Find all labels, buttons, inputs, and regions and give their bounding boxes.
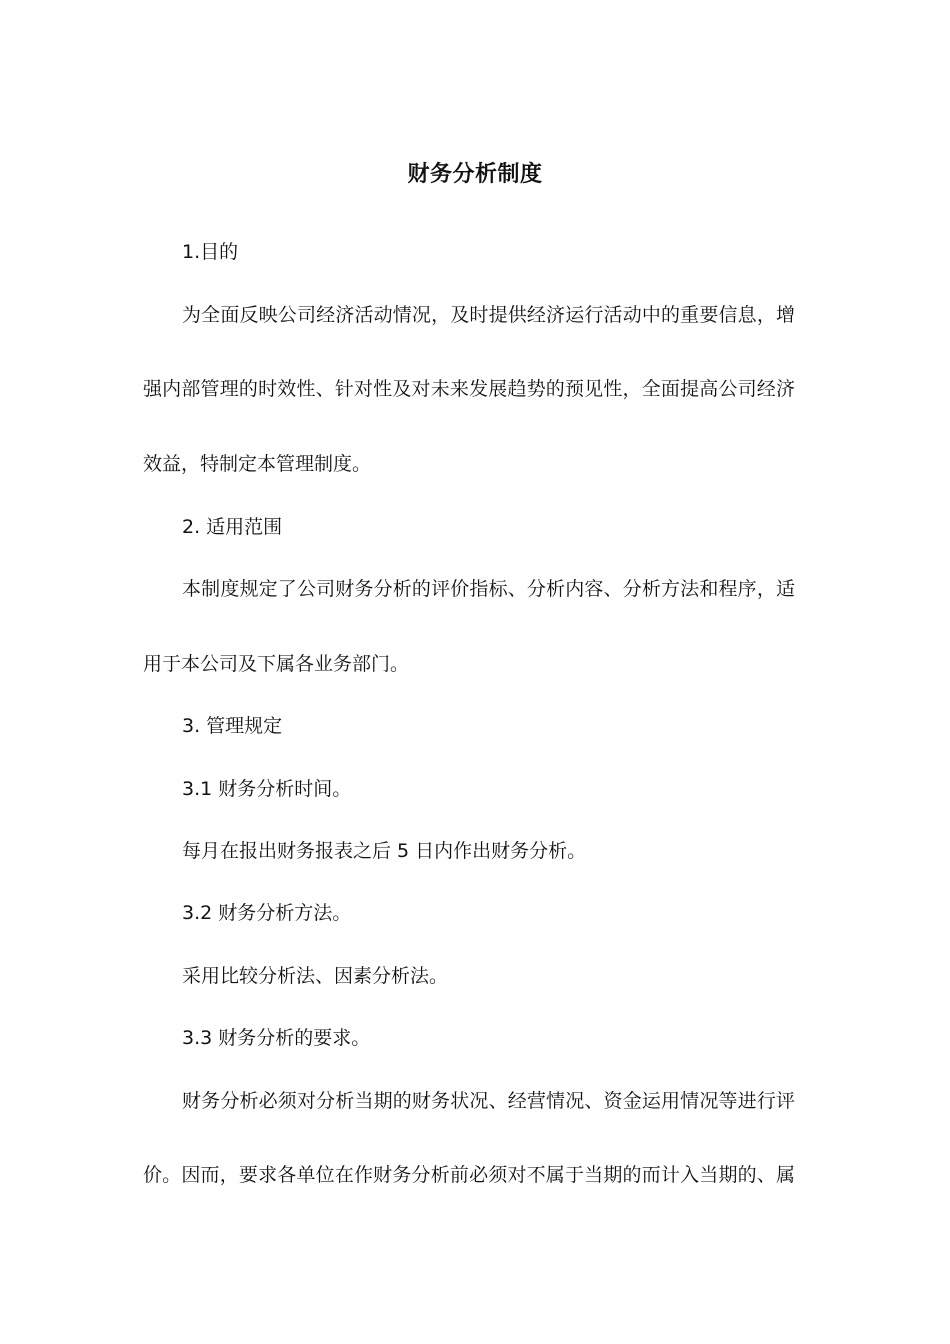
subsection-heading-requirements: 3.3 财务分析的要求。 — [182, 1027, 371, 1049]
section-heading-scope: 2. 适用范围 — [182, 516, 283, 538]
paragraph-line: 采用比较分析法、因素分析法。 — [182, 965, 449, 987]
paragraph-line: 本制度规定了公司财务分析的评价指标、分析内容、分析方法和程序，适 — [182, 578, 795, 600]
paragraph-line: 每月在报出财务报表之后 5 日内作出财务分析。 — [182, 840, 587, 862]
section-heading-purpose: 1.目的 — [182, 241, 239, 263]
document-title: 财务分析制度 — [407, 162, 543, 187]
paragraph-line: 为全面反映公司经济活动情况，及时提供经济运行活动中的重要信息，增 — [182, 304, 795, 326]
paragraph-line: 财务分析必须对分析当期的财务状况、经营情况、资金运用情况等进行评 — [182, 1090, 795, 1112]
paragraph-line: 效益，特制定本管理制度。 — [143, 453, 372, 475]
paragraph-line: 价。因而，要求各单位在作财务分析前必须对不属于当期的而计入当期的、属 — [143, 1164, 795, 1186]
subsection-heading-method: 3.2 财务分析方法。 — [182, 902, 352, 924]
section-heading-rules: 3. 管理规定 — [182, 715, 283, 737]
subsection-heading-time: 3.1 财务分析时间。 — [182, 778, 352, 800]
paragraph-line: 用于本公司及下属各业务部门。 — [143, 653, 410, 675]
paragraph-line: 强内部管理的时效性、针对性及对未来发展趋势的预见性，全面提高公司经济 — [143, 378, 795, 400]
